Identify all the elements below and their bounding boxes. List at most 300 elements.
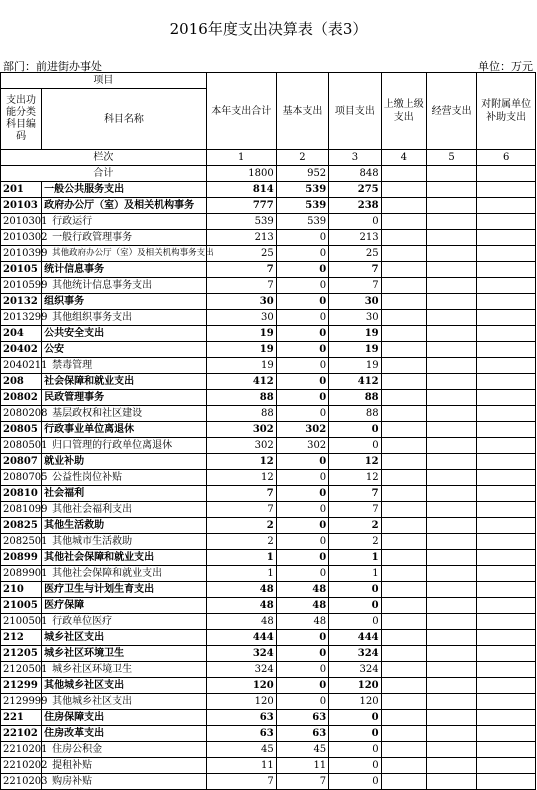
row-basic: 7 [276,774,328,790]
row-business [426,470,476,486]
row-code: 2210202 [1,758,42,774]
row-name: 住房保障支出 [42,710,207,726]
row-upper [381,694,426,710]
row-name: 禁毒管理 [42,358,207,374]
row-subsidy [477,230,536,246]
table-row [1,198,536,214]
row-project: 0 [329,438,381,454]
row-upper [381,294,426,310]
row-project: 275 [329,182,381,198]
table-row [1,742,536,758]
row-basic: 0 [276,326,328,342]
row-business [426,534,476,550]
row-name: 统计信息事务 [42,262,207,278]
table-row [1,294,536,310]
row-business [426,454,476,470]
row-basic: 0 [276,566,328,582]
row-upper [381,518,426,534]
row-project: 88 [329,406,381,422]
row-project: 0 [329,726,381,742]
row-name: 政府办公厅（室）及相关机构事务 [42,198,207,214]
row-total: 19 [206,326,276,342]
row-total: 7 [206,262,276,278]
row-total: 12 [206,470,276,486]
row-upper [381,726,426,742]
row-project: 7 [329,502,381,518]
row-basic: 0 [276,374,328,390]
row-business [426,406,476,422]
table-row [1,598,536,614]
row-total: 302 [206,422,276,438]
header-project: 项目支出 [329,73,381,150]
row-basic: 539 [276,214,328,230]
col-no-5: 5 [426,150,476,166]
row-upper [381,534,426,550]
table-row [1,662,536,678]
table-row [1,518,536,534]
row-project: 7 [329,278,381,294]
row-basic: 0 [276,486,328,502]
table-row [1,230,536,246]
row-business [426,390,476,406]
row-code: 201 [1,182,42,198]
row-upper [381,438,426,454]
total-business [426,166,476,182]
row-project: 0 [329,614,381,630]
table-row [1,454,536,470]
row-project: 213 [329,230,381,246]
row-basic: 302 [276,438,328,454]
row-project: 0 [329,742,381,758]
col-no-1: 1 [206,150,276,166]
row-business [426,662,476,678]
total-project: 848 [329,166,381,182]
row-project: 30 [329,310,381,326]
row-upper [381,198,426,214]
row-total: 7 [206,502,276,518]
header-business: 经营支出 [426,73,476,150]
row-project: 0 [329,598,381,614]
row-upper [381,422,426,438]
row-upper [381,566,426,582]
row-upper [381,278,426,294]
row-subsidy [477,758,536,774]
row-project: 7 [329,486,381,502]
row-code: 20402 [1,342,42,358]
row-basic: 0 [276,646,328,662]
table-row [1,694,536,710]
row-business [426,566,476,582]
row-total: 814 [206,182,276,198]
row-name: 基层政权和社区建设 [42,406,207,422]
row-project: 324 [329,662,381,678]
row-name: 医疗卫生与计划生育支出 [42,582,207,598]
row-project: 88 [329,390,381,406]
row-basic: 0 [276,358,328,374]
col-no-2: 2 [276,150,328,166]
row-name: 提租补贴 [42,758,207,774]
row-subsidy [477,550,536,566]
row-name: 城乡社区环境卫生 [42,662,207,678]
row-upper [381,358,426,374]
table-row [1,582,536,598]
lanci-label: 栏次 [1,150,207,166]
row-project: 324 [329,646,381,662]
row-upper [381,470,426,486]
row-basic: 0 [276,470,328,486]
row-code: 204 [1,326,42,342]
table-row [1,614,536,630]
row-basic: 0 [276,230,328,246]
row-upper [381,502,426,518]
row-code: 2129999 [1,694,42,710]
row-code: 21205 [1,646,42,662]
row-upper [381,326,426,342]
row-basic: 45 [276,742,328,758]
row-upper [381,774,426,790]
row-basic: 0 [276,534,328,550]
header-total: 本年支出合计 [206,73,276,150]
row-business [426,278,476,294]
row-total: 777 [206,198,276,214]
row-upper [381,742,426,758]
table-row [1,502,536,518]
row-basic: 0 [276,246,328,262]
row-subsidy [477,710,536,726]
row-business [426,742,476,758]
row-total: 1 [206,550,276,566]
row-total: 213 [206,230,276,246]
row-name: 其他社会保障和就业支出 [42,566,207,582]
table-row [1,678,536,694]
row-subsidy [477,678,536,694]
row-project: 120 [329,678,381,694]
row-project: 19 [329,342,381,358]
row-total: 11 [206,758,276,774]
row-project: 0 [329,758,381,774]
row-project: 2 [329,534,381,550]
row-basic: 539 [276,182,328,198]
total-value: 1800 [206,166,276,182]
row-subsidy [477,374,536,390]
row-project: 0 [329,214,381,230]
header-xiangmu: 项目 [1,73,207,89]
row-business [426,518,476,534]
row-total: 48 [206,582,276,598]
total-basic: 952 [276,166,328,182]
row-business [426,774,476,790]
table-row [1,246,536,262]
row-project: 0 [329,422,381,438]
row-code: 212 [1,630,42,646]
row-total: 2 [206,518,276,534]
row-subsidy [477,662,536,678]
row-business [426,326,476,342]
row-business [426,262,476,278]
row-business [426,582,476,598]
row-basic: 539 [276,198,328,214]
row-subsidy [477,182,536,198]
row-upper [381,390,426,406]
row-business [426,678,476,694]
table-row [1,326,536,342]
row-code: 20825 [1,518,42,534]
row-project: 238 [329,198,381,214]
row-code: 2080705 [1,470,42,486]
row-business [426,598,476,614]
row-basic: 0 [276,550,328,566]
row-code: 221 [1,710,42,726]
row-subsidy [477,454,536,470]
row-code: 2089901 [1,566,42,582]
row-basic: 0 [276,694,328,710]
col-no-3: 3 [329,150,381,166]
row-business [426,182,476,198]
row-business [426,726,476,742]
row-upper [381,582,426,598]
row-upper [381,342,426,358]
row-subsidy [477,214,536,230]
table-row [1,182,536,198]
header-upper: 上缴上级支出 [381,73,426,150]
row-subsidy [477,470,536,486]
row-total: 302 [206,438,276,454]
row-business [426,342,476,358]
row-name: 归口管理的行政单位离退休 [42,438,207,454]
row-business [426,246,476,262]
row-subsidy [477,326,536,342]
row-name: 公安 [42,342,207,358]
row-name: 医疗保障 [42,598,207,614]
row-name: 其他生活救助 [42,518,207,534]
row-code: 21005 [1,598,42,614]
row-project: 444 [329,630,381,646]
row-name: 住房改革支出 [42,726,207,742]
row-upper [381,454,426,470]
row-upper [381,614,426,630]
row-total: 30 [206,294,276,310]
row-total: 120 [206,694,276,710]
table-row [1,262,536,278]
table-row [1,710,536,726]
row-business [426,214,476,230]
header-name: 科目名称 [42,89,207,150]
row-total: 120 [206,678,276,694]
row-basic: 0 [276,294,328,310]
row-total: 30 [206,310,276,326]
row-code: 2010599 [1,278,42,294]
row-code: 20805 [1,422,42,438]
row-code: 2013299 [1,310,42,326]
row-total: 7 [206,774,276,790]
row-name: 公共安全支出 [42,326,207,342]
row-name: 城乡社区环境卫生 [42,646,207,662]
row-code: 20103 [1,198,42,214]
row-total: 539 [206,214,276,230]
expenditure-table [0,72,536,790]
row-business [426,550,476,566]
lanci-row [1,150,536,166]
col-no-4: 4 [381,150,426,166]
table-row [1,486,536,502]
row-basic: 0 [276,342,328,358]
table-row [1,646,536,662]
row-subsidy [477,726,536,742]
row-code: 2010301 [1,214,42,230]
table-row [1,214,536,230]
row-total: 412 [206,374,276,390]
row-project: 0 [329,710,381,726]
row-basic: 0 [276,406,328,422]
row-code: 2010399 [1,246,42,262]
row-business [426,294,476,310]
row-code: 2210203 [1,774,42,790]
row-project: 25 [329,246,381,262]
row-basic: 63 [276,726,328,742]
row-subsidy [477,566,536,582]
row-basic: 0 [276,390,328,406]
row-project: 12 [329,454,381,470]
total-subsidy [477,166,536,182]
row-upper [381,214,426,230]
row-subsidy [477,614,536,630]
row-code: 210 [1,582,42,598]
header-basic: 基本支出 [276,73,328,150]
table-row [1,726,536,742]
row-project: 0 [329,774,381,790]
header-code: 支出功能分类科目编码 [1,89,42,150]
report-title: 2016年度支出决算表（表3） [169,20,368,38]
table-row [1,310,536,326]
row-code: 2081099 [1,502,42,518]
row-code: 2082501 [1,534,42,550]
col-no-6: 6 [477,150,536,166]
row-upper [381,406,426,422]
row-business [426,438,476,454]
row-total: 63 [206,710,276,726]
row-total: 324 [206,646,276,662]
row-name: 其他城市生活救助 [42,534,207,550]
row-code: 2080208 [1,406,42,422]
row-business [426,198,476,214]
row-name: 其他社会福利支出 [42,502,207,518]
row-name: 其他政府办公厅（室）及相关机构事务支出 [42,246,207,262]
total-upper [381,166,426,182]
row-basic: 0 [276,278,328,294]
row-upper [381,230,426,246]
row-name: 住房公积金 [42,742,207,758]
row-name: 其他统计信息事务支出 [42,278,207,294]
row-subsidy [477,246,536,262]
row-name: 其他社会保障和就业支出 [42,550,207,566]
row-name: 行政运行 [42,214,207,230]
row-name: 组织事务 [42,294,207,310]
row-upper [381,182,426,198]
row-business [426,502,476,518]
row-business [426,646,476,662]
table-row [1,374,536,390]
row-basic: 0 [276,662,328,678]
table-row [1,358,536,374]
row-name: 行政单位医疗 [42,614,207,630]
row-subsidy [477,438,536,454]
row-code: 2100501 [1,614,42,630]
row-total: 25 [206,246,276,262]
row-subsidy [477,406,536,422]
row-subsidy [477,646,536,662]
row-name: 一般公共服务支出 [42,182,207,198]
row-basic: 0 [276,678,328,694]
row-total: 12 [206,454,276,470]
row-code: 2040211 [1,358,42,374]
row-project: 30 [329,294,381,310]
row-upper [381,758,426,774]
row-business [426,614,476,630]
row-project: 19 [329,326,381,342]
row-business [426,710,476,726]
row-total: 324 [206,662,276,678]
row-subsidy [477,390,536,406]
row-total: 48 [206,598,276,614]
row-name: 社会保障和就业支出 [42,374,207,390]
row-code: 20810 [1,486,42,502]
row-total: 19 [206,342,276,358]
row-basic: 11 [276,758,328,774]
row-upper [381,486,426,502]
row-name: 社会福利 [42,486,207,502]
row-project: 412 [329,374,381,390]
table-row [1,630,536,646]
row-subsidy [477,198,536,214]
row-name: 其他城乡社区支出 [42,694,207,710]
table-row [1,438,536,454]
row-name: 民政管理事务 [42,390,207,406]
row-upper [381,678,426,694]
row-subsidy [477,262,536,278]
table-row [1,566,536,582]
row-code: 20105 [1,262,42,278]
row-total: 2 [206,534,276,550]
row-business [426,486,476,502]
row-business [426,358,476,374]
row-name: 公益性岗位补贴 [42,470,207,486]
row-total: 48 [206,614,276,630]
row-code: 2120501 [1,662,42,678]
table-row [1,342,536,358]
row-code: 2080501 [1,438,42,454]
row-project: 120 [329,694,381,710]
row-subsidy [477,310,536,326]
row-upper [381,710,426,726]
table-row [1,406,536,422]
header-row-top [1,73,536,89]
row-total: 444 [206,630,276,646]
row-name: 城乡社区支出 [42,630,207,646]
row-basic: 302 [276,422,328,438]
row-basic: 0 [276,518,328,534]
row-code: 22102 [1,726,42,742]
row-subsidy [477,694,536,710]
row-basic: 0 [276,310,328,326]
row-total: 45 [206,742,276,758]
row-subsidy [477,342,536,358]
row-upper [381,310,426,326]
row-basic: 0 [276,502,328,518]
row-total: 63 [206,726,276,742]
row-subsidy [477,742,536,758]
row-name: 行政事业单位离退休 [42,422,207,438]
row-subsidy [477,502,536,518]
